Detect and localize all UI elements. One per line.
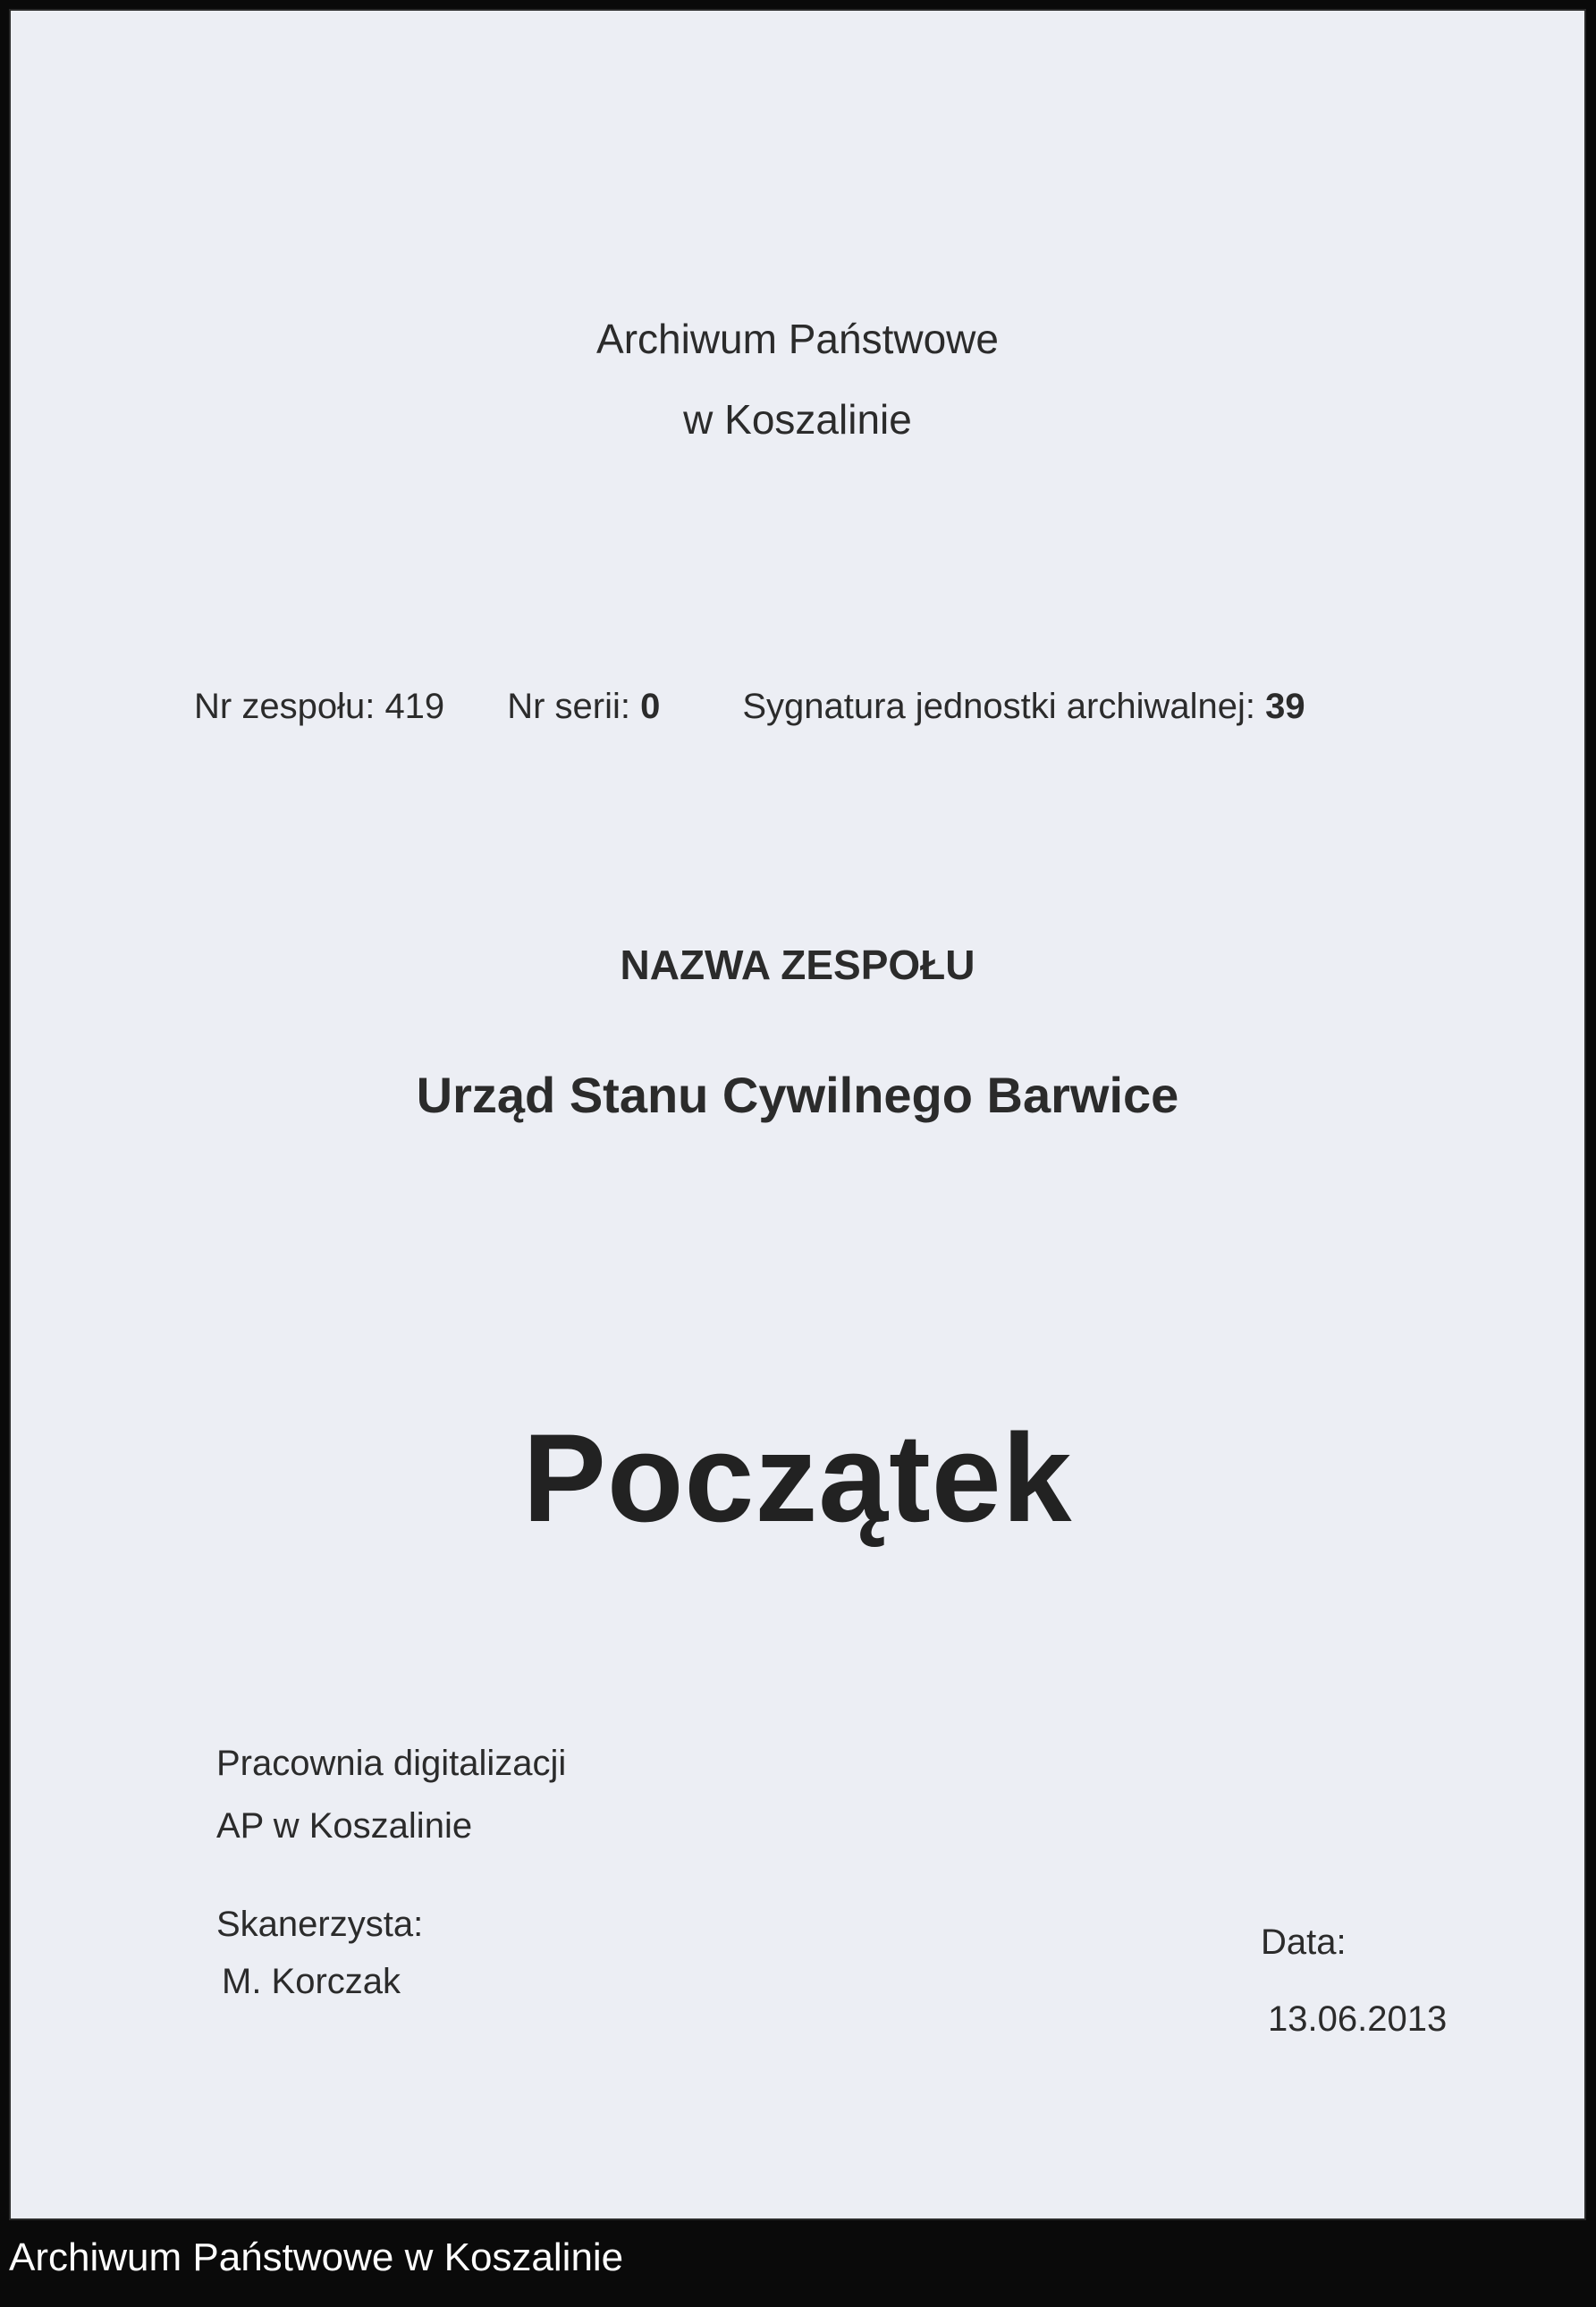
series-number-label: Nr serii: xyxy=(507,687,630,726)
date-label: Data: xyxy=(1261,1922,1347,1962)
scanner-name: M. Korczak xyxy=(222,1962,401,2001)
fonds-number-label: Nr zespołu: xyxy=(194,687,376,726)
section-title: Początek xyxy=(522,1407,1073,1548)
footer-caption: Archiwum Państwowe w Koszalinie xyxy=(9,2235,624,2279)
document-page xyxy=(9,9,1586,2220)
signature-value: 39 xyxy=(1265,687,1305,726)
scanner-label: Skanerzysta: xyxy=(216,1905,424,1944)
signature-label: Sygnatura jednostki archiwalnej: xyxy=(742,687,1255,726)
identifiers-row xyxy=(194,687,1305,727)
lab-name: Pracownia digitalizacji xyxy=(216,1744,567,1783)
archive-city: w Koszalinie xyxy=(683,396,912,443)
series-number-value: 0 xyxy=(640,687,661,726)
fonds-heading: NAZWA ZESPOŁU xyxy=(620,942,975,988)
date-value: 13.06.2013 xyxy=(1268,1999,1448,2039)
archive-name: Archiwum Państwowe xyxy=(596,316,999,362)
lab-location: AP w Koszalinie xyxy=(216,1806,473,1846)
fonds-number-value: 419 xyxy=(384,687,445,726)
fonds-name: Urząd Stanu Cywilnego Barwice xyxy=(416,1067,1179,1123)
